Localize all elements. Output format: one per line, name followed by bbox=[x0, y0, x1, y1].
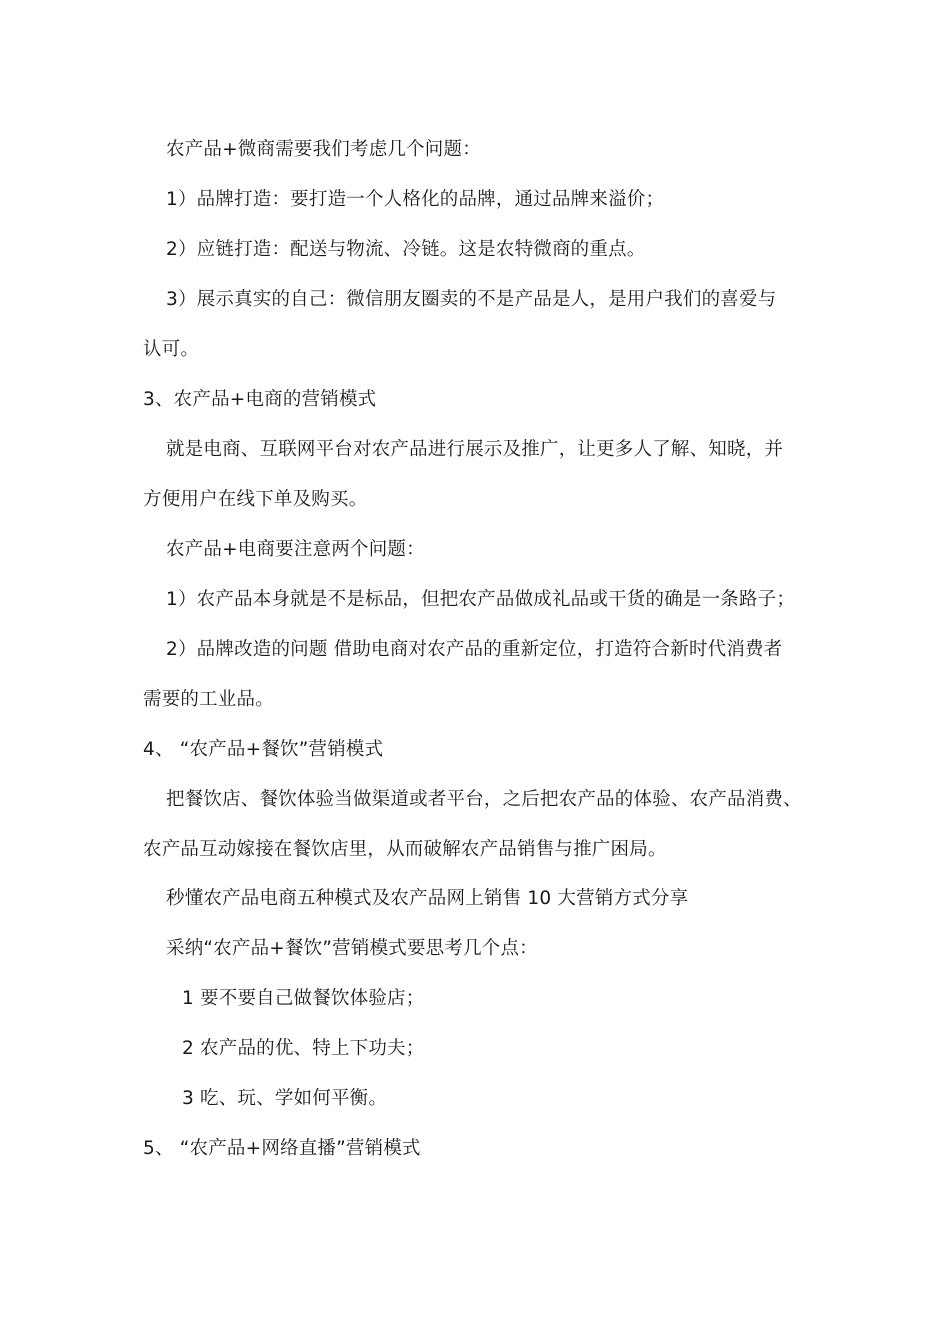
section-heading-ecommerce: 3、农产品+电商的营销模式 bbox=[143, 389, 377, 410]
paragraph-ecommerce-continued: 方便用户在线下单及购买。 bbox=[143, 489, 368, 510]
section-heading-live-streaming: 5、 “农产品+网络直播”营销模式 bbox=[143, 1138, 421, 1159]
list-item-balance: 3 吃、玩、学如何平衡。 bbox=[182, 1088, 388, 1109]
list-item-show-self: 3）展示真实的自己：微信朋友圈卖的不是产品是人，是用户我们的喜爱与 bbox=[166, 289, 777, 310]
list-item-brand-reform-continued: 需要的工业品。 bbox=[143, 689, 274, 710]
list-item-brand: 1）品牌打造：要打造一个人格化的品牌，通过品牌来溢价； bbox=[166, 189, 665, 210]
paragraph-ecommerce-issues: 农产品+电商要注意两个问题： bbox=[166, 539, 425, 560]
list-item-supply-chain: 2）应链打造：配送与物流、冷链。这是农特微商的重点。 bbox=[166, 239, 646, 260]
paragraph-catering-continued: 农产品互动嫁接在餐饮店里，从而破解农产品销售与推广困局。 bbox=[143, 839, 667, 860]
list-item-brand-reform: 2）品牌改造的问题 借助电商对农产品的重新定位，打造符合新时代消费者 bbox=[166, 639, 783, 660]
list-item-standard-product: 1）农产品本身就是不是标品，但把农产品做成礼品或干货的确是一条路子； bbox=[166, 589, 796, 610]
paragraph-share-title: 秒懂农产品电商五种模式及农产品网上销售 10 大营销方式分享 bbox=[166, 888, 689, 909]
paragraph-catering-points: 采纳“农产品+餐饮”营销模式要思考几个点： bbox=[166, 938, 538, 959]
list-item-quality: 2 农产品的优、特上下功夫； bbox=[182, 1038, 425, 1059]
paragraph-intro-weishang: 农产品+微商需要我们考虑几个问题： bbox=[166, 139, 481, 160]
paragraph-ecommerce: 就是电商、互联网平台对农产品进行展示及推广，让更多人了解、知晓，并 bbox=[166, 439, 784, 460]
list-item-show-self-continued: 认可。 bbox=[143, 339, 200, 360]
list-item-experience-store: 1 要不要自己做餐饮体验店； bbox=[182, 988, 425, 1009]
section-heading-catering: 4、 “农产品+餐饮”营销模式 bbox=[143, 739, 384, 760]
paragraph-catering: 把餐饮店、餐饮体验当做渠道或者平台，之后把农产品的体验、农产品消费、 bbox=[166, 789, 802, 810]
